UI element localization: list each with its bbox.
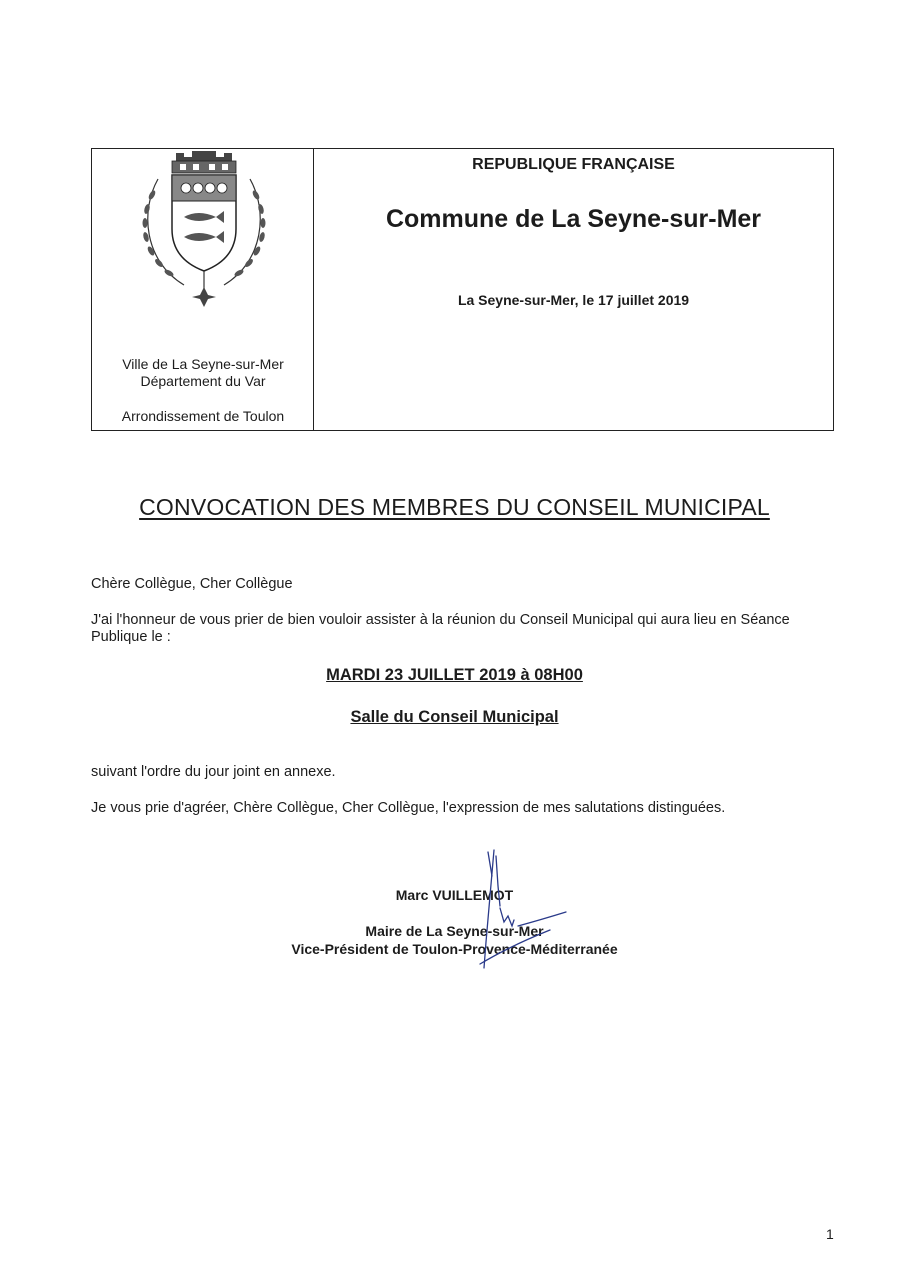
letterhead-box (91, 148, 834, 431)
meeting-datetime (0, 666, 909, 685)
republic-heading: REPUBLIQUE FRANÇAISE (472, 156, 675, 173)
meeting-place-text: Salle du Conseil Municipal (350, 708, 559, 726)
intro-paragraph: J'ai l'honneur de vous prier de bien vouloir assister à la réunion du Conseil Municipal qui aura lieu en Séance Publique le : (91, 612, 790, 645)
closing-paragraph: Je vous prie d'agréer, Chère Collègue, Cher Collègue, l'expression de mes salutations distinguées. (91, 800, 726, 816)
letterhead-right-panel (314, 149, 833, 430)
document-title-text: CONVOCATION DES MEMBRES DU CONSEIL MUNICIPAL (139, 494, 770, 520)
page-number: 1 (826, 1226, 834, 1242)
signatory-title-2: Vice-Président de Toulon-Provence-Méditerranée (291, 941, 618, 957)
meeting-place (0, 708, 909, 727)
left-text-departement: Département du Var (140, 373, 266, 389)
signatory-title-1: Maire de La Seyne-sur-Mer (365, 923, 544, 939)
handwritten-signature-icon (470, 846, 590, 971)
meeting-datetime-text: MARDI 23 JUILLET 2019 à 08H00 (326, 666, 583, 684)
greeting: Chère Collègue, Cher Collègue (91, 576, 293, 592)
document-title (0, 494, 909, 521)
coat-of-arms-icon (136, 151, 272, 309)
left-text-ville: Ville de La Seyne-sur-Mer (122, 356, 284, 372)
commune-heading: Commune de La Seyne-sur-Mer (385, 205, 762, 233)
agenda-note: suivant l'ordre du jour joint en annexe. (91, 764, 336, 780)
left-text-arrondissement: Arrondissement de Toulon (121, 408, 285, 424)
signatory-name: Marc VUILLEMOT (395, 887, 514, 903)
place-date: La Seyne-sur-Mer, le 17 juillet 2019 (457, 292, 690, 308)
letterhead-left-panel (92, 149, 314, 430)
